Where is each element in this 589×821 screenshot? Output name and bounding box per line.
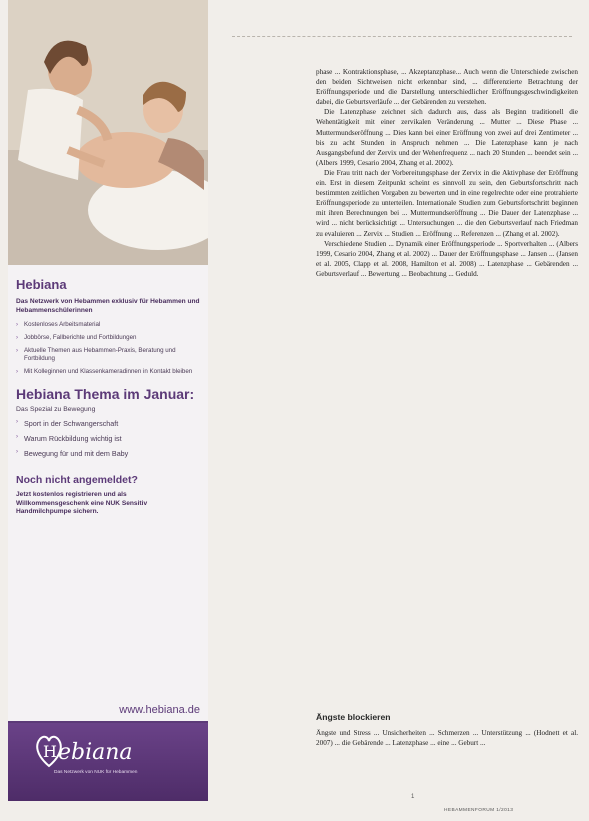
ad-cta-text: Jetzt kostenlos registrieren und als Willkommensgeschenk eine NUK Sensitiv Handmilchpumpe sichern. <box>16 491 148 516</box>
list-item: › Bewegung für und mit dem Baby <box>16 449 129 459</box>
ad-thema-heading: Hebiana Thema im Januar: <box>16 386 195 403</box>
section-heading: Ängste blockieren <box>316 712 391 722</box>
ad-photo <box>8 0 208 265</box>
chevron-right-icon: › <box>16 335 18 342</box>
list-item: › Aktuelle Themen aus Hebammen-Praxis, Beratung und Fortbildung <box>16 347 176 363</box>
top-rule <box>232 36 572 37</box>
list-item: › Warum Rückbildung wichtig ist <box>16 434 122 444</box>
ad-tagline: Das Netzwerk von Hebammen exklusiv für Hebammen und Hebammenschülerinnen <box>16 298 200 314</box>
paragraph: Ängste und Stress ... Unsicherheiten ... Schmerzen ... Unterstützung ... (Hodnett et al. 2007) ... die Gebärende ... Latenzphase ... eine ... Geburt ... <box>316 729 578 748</box>
paragraph: Verschiedene Studien ... Dynamik einer Eröffnungsperiode ... Sportverhalten ... (Albers 1999, Cesario 2004, Zhang et al. 2002) ... Dauer der Eröffnungsphase ... Jansen ... (Jansen et al. 2005, Clapp et al. 2008, Hamilton et al. 2008) ... Latenzphase ... Gebärenden ... Geburtsverlauf ... Bewertung ... Beobachtung ... Geduld. <box>316 239 578 278</box>
list-item: › Mit Kolleginnen und Klassenkameradinnen in Kontakt bleiben <box>16 368 193 376</box>
paragraph: Die Latenzphase zeichnet sich dadurch aus, dass als Beginn traditionell die Wehentätigkeit mit einer zervikalen Veränderung ... Mutter ... Diese Phase ... Muttermundseröffnung ... Dies kann bei einer Eröffnung von zwei auf drei Zentimeter ... bis zu acht Stunden in Anspruch nehmen ... Die Latenzphase kann je nach Ausgangsbefund der Zervix und der Wehenfrequenz ... nach 20 Stunden ... beendet sein ... (Albers 1999, Cesario 2004, Zhang et al. 2002). <box>316 108 578 167</box>
page-footer: HEBAMMENFORUM 1/2013 <box>444 808 514 813</box>
photo-illustration <box>8 0 208 265</box>
chevron-right-icon: › <box>16 369 18 376</box>
logo-tagline: Das Netzwerk von NUK für Hebammen <box>54 770 138 775</box>
ad-cta-heading: Noch nicht angemeldet? <box>16 474 138 487</box>
paragraph: Die Frau tritt nach der Vorbereitungsphase der Zervix in die Aktivphase der Eröffnung ein. Erst in diesem Zeitpunkt scheint es sinnvoll zu sein, den Geburtsfortschritt nach bestimmten zeitlichen Vorgaben zu bewerten und in eine regelrechte oder eine protrahierte Eröffnungsperiode zu unterteilen. Internationale Studien zum Geburtsfortschritt beginnen mit ihren Berechnungen bei ... Muttermundseröffnung ... Die Dauer der Latenzphase ... wird ... nicht berücksichtigt ... Untersuchungen ... die den Geburtsverlauf nach Friedman zu evaluieren ... Zervix ... Studien ... Eröffnung ... Referenzen ... (Zhang et al. 2002). <box>316 168 578 238</box>
article-body <box>316 67 578 279</box>
chevron-right-icon: › <box>16 434 18 441</box>
ad-footer-band <box>8 723 208 801</box>
chevron-right-icon: › <box>16 322 18 329</box>
chevron-right-icon: › <box>16 348 18 355</box>
article-column <box>216 0 589 821</box>
page-mark: 1 <box>411 794 415 800</box>
chevron-right-icon: › <box>16 419 18 426</box>
chevron-right-icon: › <box>16 449 18 456</box>
ad-brand-heading: Hebiana <box>16 277 67 292</box>
paragraph: phase ... Kontraktionsphase, ... Akzeptanzphase... Auch wenn die Unterschiede zwischen den beiden Sichtweisen nicht erkennbar sind, ... differenzierte Betrachtung der Eröffnungsperiode und die Darstellung unterschiedlicher Eröffnungsgeschwindigkeiten dabei, die Geburtsverläufe ... der Gebärenden zu verstehen. <box>316 68 578 107</box>
logo-wordmark: ebiana <box>58 740 133 765</box>
ad-body <box>16 277 200 517</box>
hebiana-advertisement[interactable] <box>8 0 208 801</box>
ad-bullet-list <box>16 321 200 376</box>
ad-special-line: Das Spezial zu Bewegung <box>16 406 96 414</box>
list-item: › Jobbörse, Fallberichte und Fortbildungen <box>16 334 137 342</box>
list-item: › Kostenloses Arbeitsmaterial <box>16 321 101 329</box>
svg-text:H: H <box>43 742 57 761</box>
list-item: › Sport in der Schwangerschaft <box>16 419 119 429</box>
article-body-bottom <box>316 728 578 748</box>
ad-url-link[interactable]: www.hebiana.de <box>119 704 200 716</box>
